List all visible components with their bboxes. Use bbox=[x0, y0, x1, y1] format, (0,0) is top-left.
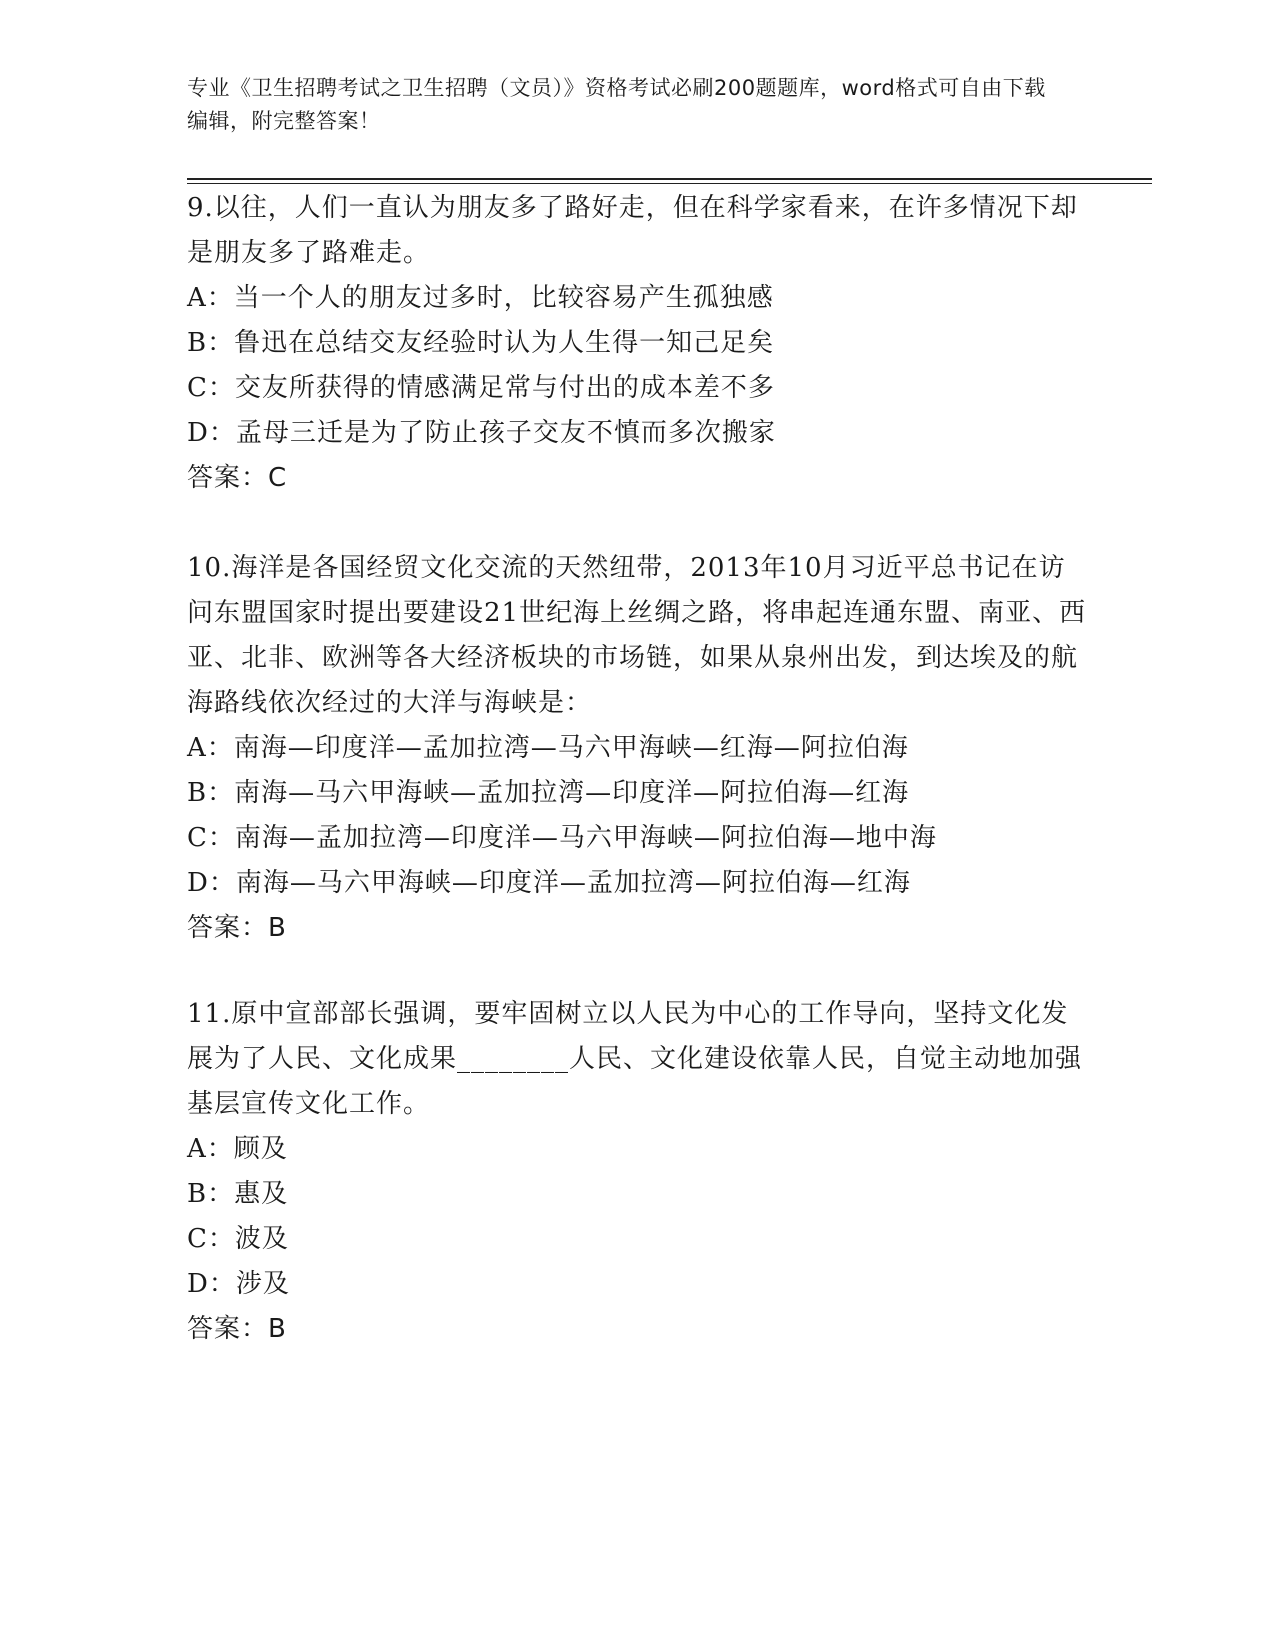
option-c: C：交友所获得的情感满足常与付出的成本差不多 bbox=[187, 373, 775, 403]
question-10 bbox=[187, 546, 1087, 951]
question-11 bbox=[187, 992, 1087, 1352]
option-c: C：波及 bbox=[187, 1224, 289, 1254]
option-a: A：当一个人的朋友过多时，比较容易产生孤独感 bbox=[187, 283, 774, 313]
question-stem: 9.以往，人们一直认为朋友多了路好走，但在科学家看来，在许多情况下却是朋友多了路难走。 bbox=[187, 193, 1078, 268]
option-a: A：顾及 bbox=[187, 1134, 288, 1164]
question-9 bbox=[187, 186, 1087, 501]
option-b: B：惠及 bbox=[187, 1179, 289, 1209]
option-a: A：南海—印度洋—孟加拉湾—马六甲海峡—红海—阿拉伯海 bbox=[187, 733, 909, 763]
question-stem: 11.原中宣部部长强调，要牢固树立以人民为中心的工作导向，坚持文化发展为了人民、文化成果________人民、文化建设依靠人民，自觉主动地加强基层宣传文化工作。 bbox=[187, 999, 1083, 1119]
header-divider-thick bbox=[187, 178, 1152, 180]
answer-line: 答案：B bbox=[187, 1314, 287, 1344]
answer-line: 答案：B bbox=[187, 913, 287, 943]
header-text: 专业《卫生招聘考试之卫生招聘（文员）》资格考试必刷200题题库，word格式可自由下载编辑，附完整答案！ bbox=[187, 76, 1046, 133]
option-c: C：南海—孟加拉湾—印度洋—马六甲海峡—阿拉伯海—地中海 bbox=[187, 823, 937, 853]
question-stem: 10.海洋是各国经贸文化交流的天然纽带，2013年10月习近平总书记在访问东盟国家时提出要建设21世纪海上丝绸之路，将串起连通东盟、南亚、西亚、北非、欧洲等各大经济板块的市场链，如果从泉州出发，到达埃及的航海路线依次经过的大洋与海峡是： bbox=[187, 553, 1087, 718]
option-b: B：南海—马六甲海峡—孟加拉湾—印度洋—阿拉伯海—红海 bbox=[187, 778, 910, 808]
answer-line: 答案：C bbox=[187, 463, 288, 493]
option-d: D：涉及 bbox=[187, 1269, 290, 1299]
document-header bbox=[187, 72, 1067, 138]
option-b: B：鲁迅在总结交友经验时认为人生得一知己足矣 bbox=[187, 328, 775, 358]
option-d: D：孟母三迁是为了防止孩子交友不慎而多次搬家 bbox=[187, 418, 776, 448]
option-d: D：南海—马六甲海峡—印度洋—孟加拉湾—阿拉伯海—红海 bbox=[187, 868, 911, 898]
header-divider-thin bbox=[187, 183, 1152, 184]
